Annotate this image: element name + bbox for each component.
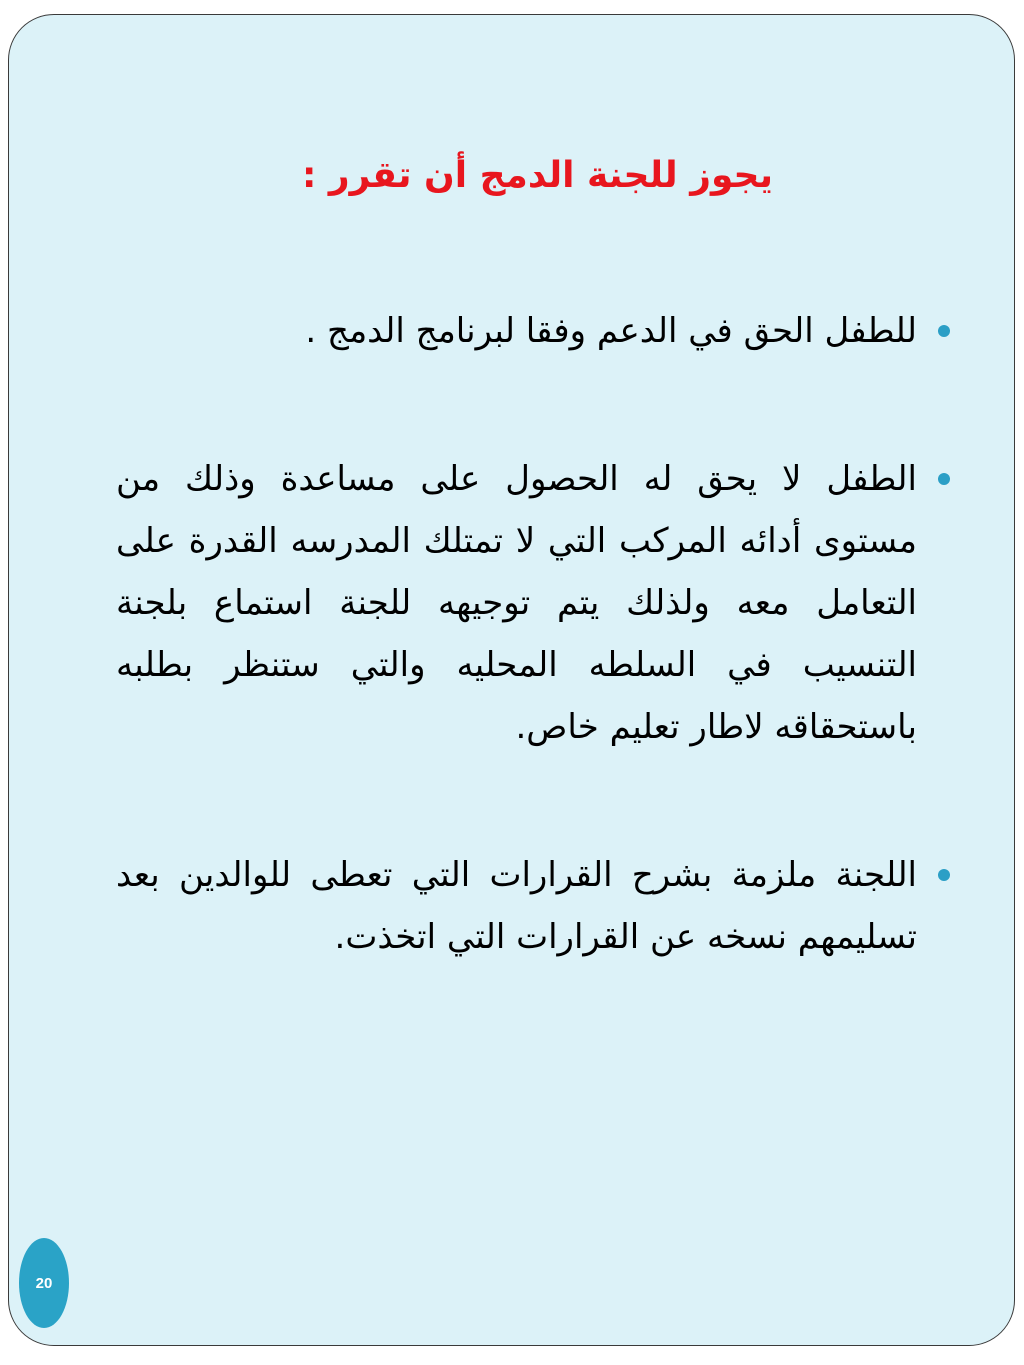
bullet-item-3 bbox=[116, 844, 917, 968]
slide-title: يجوز للجنة الدمج أن تقرر : bbox=[301, 155, 773, 196]
slide-frame bbox=[8, 14, 1015, 1346]
bullet-text-1: للطفل الحق في الدعم وفقا لبرنامج الدمج . bbox=[305, 311, 917, 351]
page-number: 20 bbox=[35, 1274, 53, 1292]
bullet-item-1 bbox=[116, 300, 917, 362]
bullet-dot-icon bbox=[938, 473, 950, 485]
bullet-item-2 bbox=[116, 448, 917, 758]
bullet-list bbox=[116, 300, 917, 1054]
bullet-dot-icon bbox=[938, 869, 950, 881]
bullet-text-3: اللجنة ملزمة بشرح القرارات التي تعطى للوالدين بعد تسليمهم نسخه عن القرارات التي اتخذت. bbox=[116, 855, 917, 957]
page-number-badge bbox=[19, 1238, 69, 1328]
bullet-text-2: الطفل لا يحق له الحصول على مساعدة وذلك من مستوى أدائه المركب التي لا تمتلك المدرسه القدرة على التعامل معه ولذلك يتم توجيهه للجنة استماع بلجنة التنسيب في السلطه المحليه والتي ستنظر بطلبه باستحقاقه لاطار تعليم خاص. bbox=[116, 459, 917, 747]
bullet-dot-icon bbox=[938, 325, 950, 337]
